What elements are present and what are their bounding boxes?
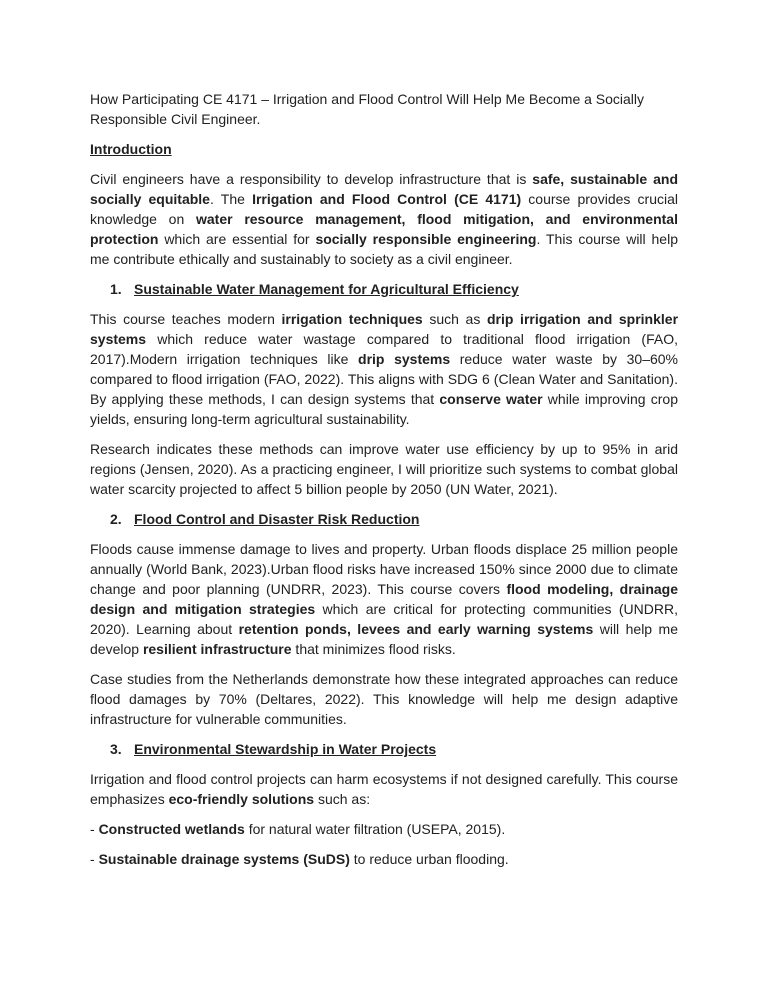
text-segment: retention ponds, levees and early warning systems xyxy=(238,621,594,637)
document-content xyxy=(90,89,678,869)
text-segment: to reduce urban flooding. xyxy=(349,851,509,867)
text-segment: Introduction xyxy=(90,141,172,157)
text-segment: resilient infrastructure xyxy=(142,641,292,657)
text-segment: drip systems xyxy=(358,351,451,367)
text-segment: such as: xyxy=(314,791,371,807)
text-segment: - xyxy=(90,851,99,867)
paragraph-introduction xyxy=(90,169,678,269)
text-segment: Sustainable Water Management for Agricultural Efficiency xyxy=(134,281,519,297)
heading-section-1 xyxy=(90,279,678,299)
heading-number: 2. xyxy=(110,511,122,527)
text-segment: that minimizes flood risks. xyxy=(291,641,456,657)
heading-number: 3. xyxy=(110,741,122,757)
text-segment: which are essential for xyxy=(158,231,316,247)
heading-section-2 xyxy=(90,509,678,529)
text-segment: Floods cause immense damage to lives and property. Urban floods displace 25 million people annually (World Bank, 2023).Urban flood risks have increased 150% since 2000 due to climate change and poor planning (UNDRR, 2023). This course covers xyxy=(90,541,678,597)
text-segment: Flood Control and Disaster Risk Reduction xyxy=(134,511,420,527)
text-segment: Case studies from the Netherlands demonstrate how these integrated approaches can reduce flood damages by 70% (Deltares, 2022). This knowledge will help me design adaptive infrastructure for vulnerable communities. xyxy=(90,671,678,727)
text-segment: course provides crucial knowledge on xyxy=(90,191,679,227)
heading-number: 1. xyxy=(110,281,122,297)
text-segment: Environmental Stewardship in Water Projects xyxy=(134,741,437,757)
text-segment: eco-friendly solutions xyxy=(168,791,315,807)
text-segment: water resource management, flood mitigation, and environmental protection xyxy=(90,211,678,247)
text-segment: . The xyxy=(209,191,253,207)
text-segment: safe, sustainable and socially equitable xyxy=(90,171,678,207)
text-segment: Constructed wetlands xyxy=(98,821,245,837)
text-segment: reduce water waste by 30–60% compared to flood irrigation (FAO, 2022). This aligns with SDG 6 (Clean Water and Sanitation). By applying these methods, I can design systems that xyxy=(90,351,679,407)
text-segment: . This course will help me contribute ethically and sustainably to society as a civil engineer. xyxy=(90,231,678,267)
paragraph-flood-control-2 xyxy=(90,669,678,729)
text-segment: which are critical for protecting communities (UNDRR, 2020). Learning about xyxy=(90,601,679,637)
text-segment: socially responsible engineering xyxy=(315,231,537,247)
text-segment: while improving crop yields, ensuring long-term agricultural sustainability. xyxy=(90,391,678,427)
text-segment: Irrigation and Flood Control (CE 4171) xyxy=(252,191,522,207)
text-segment: flood modeling, drainage design and mitigation strategies xyxy=(90,581,678,617)
paragraph-environment xyxy=(90,769,678,809)
heading-introduction xyxy=(90,139,678,159)
paragraph-flood-control-1 xyxy=(90,539,678,659)
text-segment: such as xyxy=(422,311,487,327)
text-segment: irrigation techniques xyxy=(281,311,423,327)
list-item-suds xyxy=(90,849,678,869)
text-segment: which reduce water wastage compared to traditional flood irrigation (FAO, 2017).Modern irrigation techniques like xyxy=(90,331,678,367)
text-segment: for natural water filtration (USEPA, 2015). xyxy=(244,821,506,837)
text-segment: Civil engineers have a responsibility to develop infrastructure that is xyxy=(90,171,533,187)
list-item-constructed-wetlands xyxy=(90,819,678,839)
heading-section-3 xyxy=(90,739,678,759)
text-segment: Irrigation and flood control projects can harm ecosystems if not designed carefully. This course emphasizes xyxy=(90,771,678,807)
text-segment: Sustainable drainage systems (SuDS) xyxy=(98,851,350,867)
text-segment: Research indicates these methods can improve water use efficiency by up to 95% in arid regions (Jensen, 2020). As a practicing engineer, I will prioritize such systems to combat global water scarcity projected to affect 5 billion people by 2050 (UN Water, 2021). xyxy=(90,441,678,497)
text-segment: conserve water xyxy=(439,391,543,407)
text-segment: How Participating CE 4171 – Irrigation and Flood Control Will Help Me Become a Socially Responsible Civil Engineer. xyxy=(90,91,645,127)
text-segment: drip irrigation and sprinkler systems xyxy=(90,311,679,347)
paragraph-water-management-1 xyxy=(90,309,678,429)
text-segment: This course teaches modern xyxy=(90,311,282,327)
text-segment: - xyxy=(90,821,99,837)
paragraph-water-management-2 xyxy=(90,439,678,499)
text-segment: will help me develop xyxy=(90,621,679,657)
essay-title xyxy=(90,89,678,129)
